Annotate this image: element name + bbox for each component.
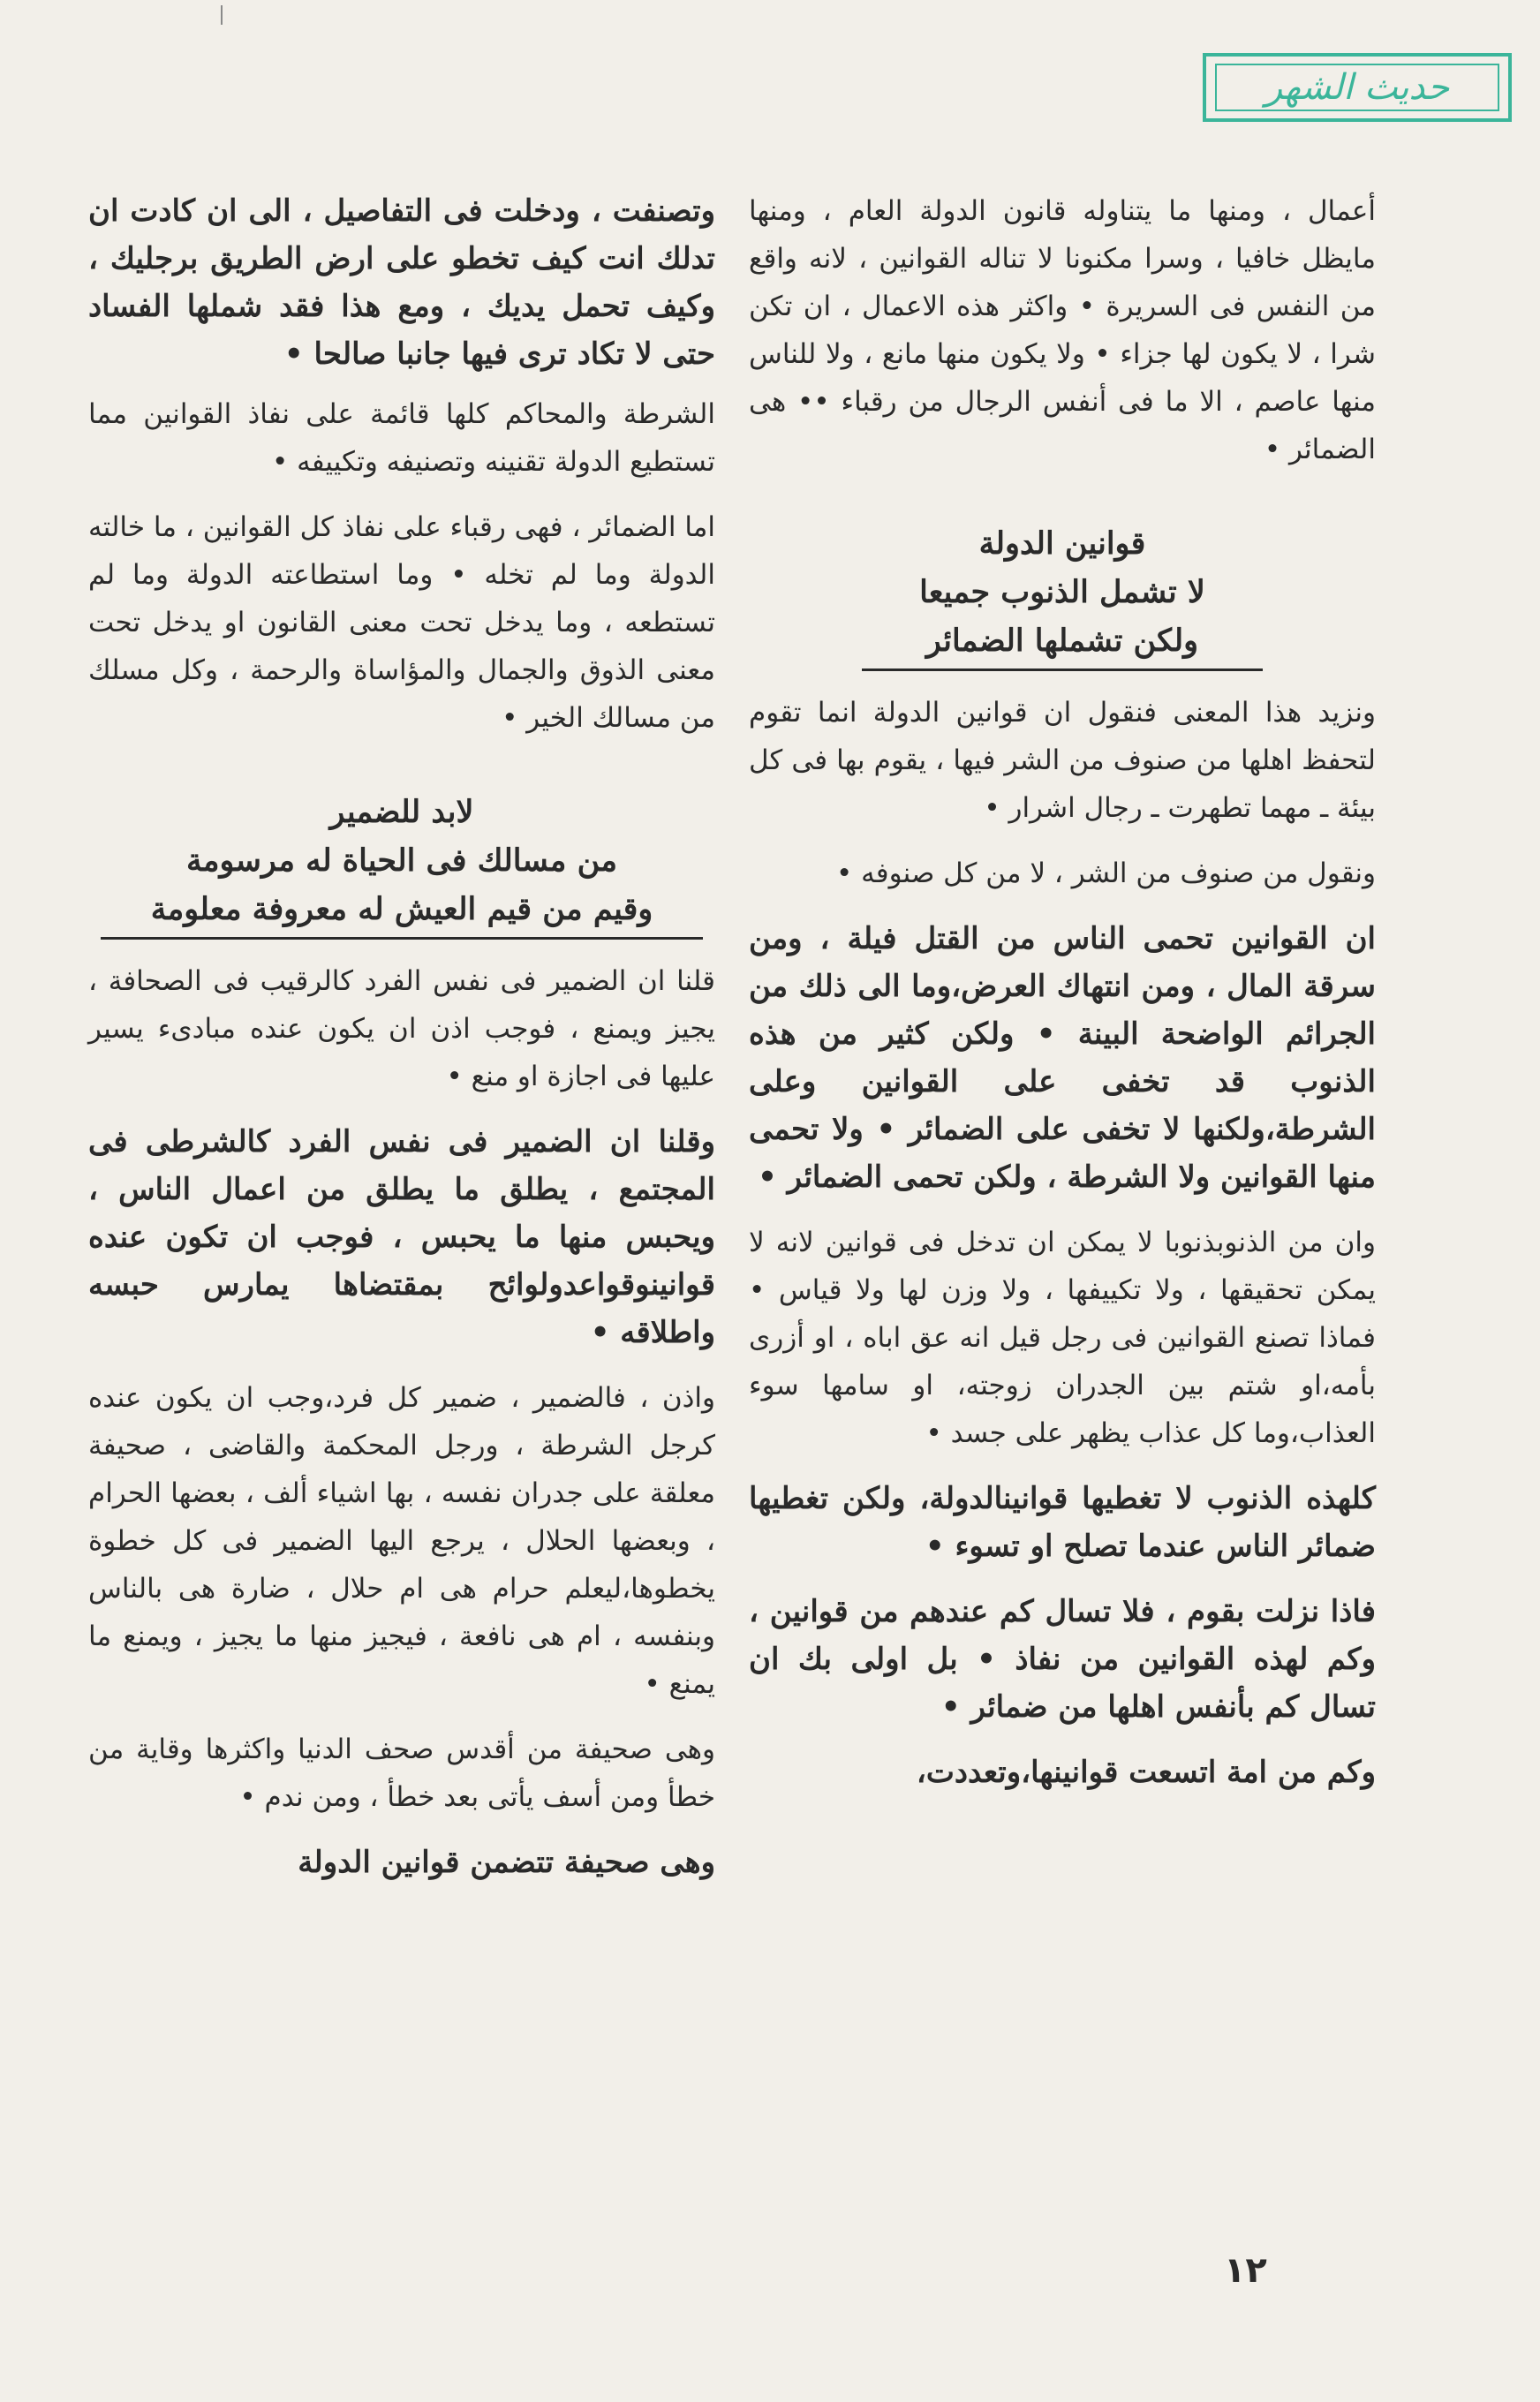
left-column bbox=[88, 187, 715, 1904]
paragraph: اما الضمائر ، فهى رقباء على نفاذ كل القوانين ، ما خالته الدولة وما لم تخله • وما استطاعته الدولة وما لم تستطعه ، وما يدخل تحت معنى القانون او يدخل تحت معنى الذوق والجمال والمؤاساة والرحمة ، وكل مسلك من مسالك الخير • bbox=[88, 511, 715, 734]
paragraph: وان من الذنوبذنوبا لا يمكن ان تدخل فى قوانين لانه لا يمكن تحقيقها ، ولا تكييفها ، ولا وزن لها ولا قياس • فماذا تصنع القوانين فى رجل قيل انه عق اباه ، او أزرى بأمه،او شتم بين الجدران زوجته، او سامها سوء العذاب،وما كل عذاب يظهر على جسد • bbox=[749, 1227, 1376, 1449]
heading-line: لا تشمل الذنوب جميعا bbox=[919, 574, 1205, 610]
heading-line: ولكن تشملها الضمائر bbox=[925, 623, 1199, 659]
bold-paragraph: وتصنفت ، ودخلت فى التفاصيل ، الى ان كادت ان تدلك انت كيف تخطو على ارض الطريق برجليك ، وكيف تحمل يديك ، ومع هذا فقد شملها الفساد حتى لا تكاد ترى فيها جانبا صالحا • bbox=[88, 193, 715, 372]
paragraph: ونقول من صنوف من الشر ، لا من كل صنوفه • bbox=[836, 857, 1376, 889]
heading-line: لابد للضمير bbox=[329, 794, 474, 830]
heading-underline bbox=[862, 668, 1263, 671]
section-heading bbox=[88, 788, 715, 940]
section-heading bbox=[749, 519, 1376, 671]
bold-paragraph: كلهذه الذنوب لا تغطيها قوانينالدولة، ولكن تغطيها ضمائر الناس عندما تصلح او تسوء • bbox=[749, 1481, 1376, 1564]
paragraph: قلنا ان الضمير فى نفس الفرد كالرقيب فى الصحافة ، يجيز ويمنع ، فوجب اذن ان يكون عنده مبادىء يسير عليها فى اجازة او منع • bbox=[88, 965, 715, 1092]
bold-paragraph: ان القوانين تحمى الناس من القتل فيلة ، ومن سرقة المال ، ومن انتهاك العرض،وما الى ذلك من الجرائم الواضحة البينة • ولكن كثير من هذه الذنوب قد تخفى على القوانين وعلى الشرطة،ولكنها لا تخفى على الضمائر • ولا تحمى منها القوانين ولا الشرطة ، ولكن تحمى الضمائر • bbox=[749, 921, 1376, 1195]
section-tag bbox=[1203, 53, 1512, 122]
bold-paragraph: وهى صحيفة تتضمن قوانين الدولة bbox=[298, 1845, 715, 1880]
section-tag-label: حديث الشهر bbox=[1215, 64, 1499, 111]
paragraph: أعمال ، ومنها ما يتناوله قانون الدولة العام ، ومنها مايظل خافيا ، وسرا مكنونا لا تناله القوانين ، لانه واقع من النفس فى السريرة • واكثر هذه الاعمال ، ان تكن شرا ، لا يكون لها جزاء • ولا يكون منها مانع ، ولا للناس منها عاصم ، الا ما فى أنفس الرجال من رقباء •• هى الضمائر • bbox=[749, 195, 1376, 465]
right-column bbox=[749, 187, 1376, 1814]
heading-line: من مسالك فى الحياة له مرسومة bbox=[186, 842, 617, 879]
bold-paragraph: وكم من امة اتسعت قوانينها،وتعددت، bbox=[916, 1755, 1376, 1790]
bold-paragraph: وقلنا ان الضمير فى نفس الفرد كالشرطى فى المجتمع ، يطلق ما يطلق من اعمال الناس ، ويحبس منها ما يحبس ، فوجب ان تكون عنده قوانينوقواعدولوائح بمقتضاها يمارس حبسه واطلاقه • bbox=[88, 1124, 715, 1350]
page-number: ١٢ bbox=[1224, 2250, 1267, 2291]
heading-underline bbox=[101, 937, 703, 940]
heading-line: قوانين الدولة bbox=[978, 525, 1146, 562]
scan-mark bbox=[221, 5, 223, 25]
heading-line: وقيم من قيم العيش له معروفة معلومة bbox=[150, 891, 653, 927]
paragraph: الشرطة والمحاكم كلها قائمة على نفاذ القوانين مما تستطيع الدولة تقنينه وتصنيفه وتكييفه • bbox=[88, 398, 715, 478]
bold-paragraph: فاذا نزلت بقوم ، فلا تسال كم عندهم من قوانين ، وكم لهذه القوانين من نفاذ • بل اولى بك ان تسال كم بأنفس اهلها من ضمائر • bbox=[749, 1594, 1376, 1725]
paragraph: ونزيد هذا المعنى فنقول ان قوانين الدولة انما تقوم لتحفظ اهلها من صنوف من الشر فيها ، يقوم بها فى كل بيئة ـ مهما تطهرت ـ رجال اشرار • bbox=[749, 697, 1376, 824]
paragraph: واذن ، فالضمير ، ضمير كل فرد،وجب ان يكون عنده كرجل الشرطة ، ورجل المحكمة والقاضى ، صحيفة معلقة على جدران نفسه ، بها اشياء ألف ، بعضها الحرام ، وبعضها الحلال ، يرجع اليها الضمير فى كل خطوة يخطوها،ليعلم حرام هى ام حلال ، ضارة هى بالناس وبنفسه ، ام هى نافعة ، فيجيز منها ما يجيز ، ويمنع ما يمنع • bbox=[88, 1382, 715, 1700]
paragraph: وهى صحيفة من أقدس صحف الدنيا واكثرها وقاية من خطأ ومن أسف يأتى بعد خطأ ، ومن ندم • bbox=[88, 1734, 715, 1813]
